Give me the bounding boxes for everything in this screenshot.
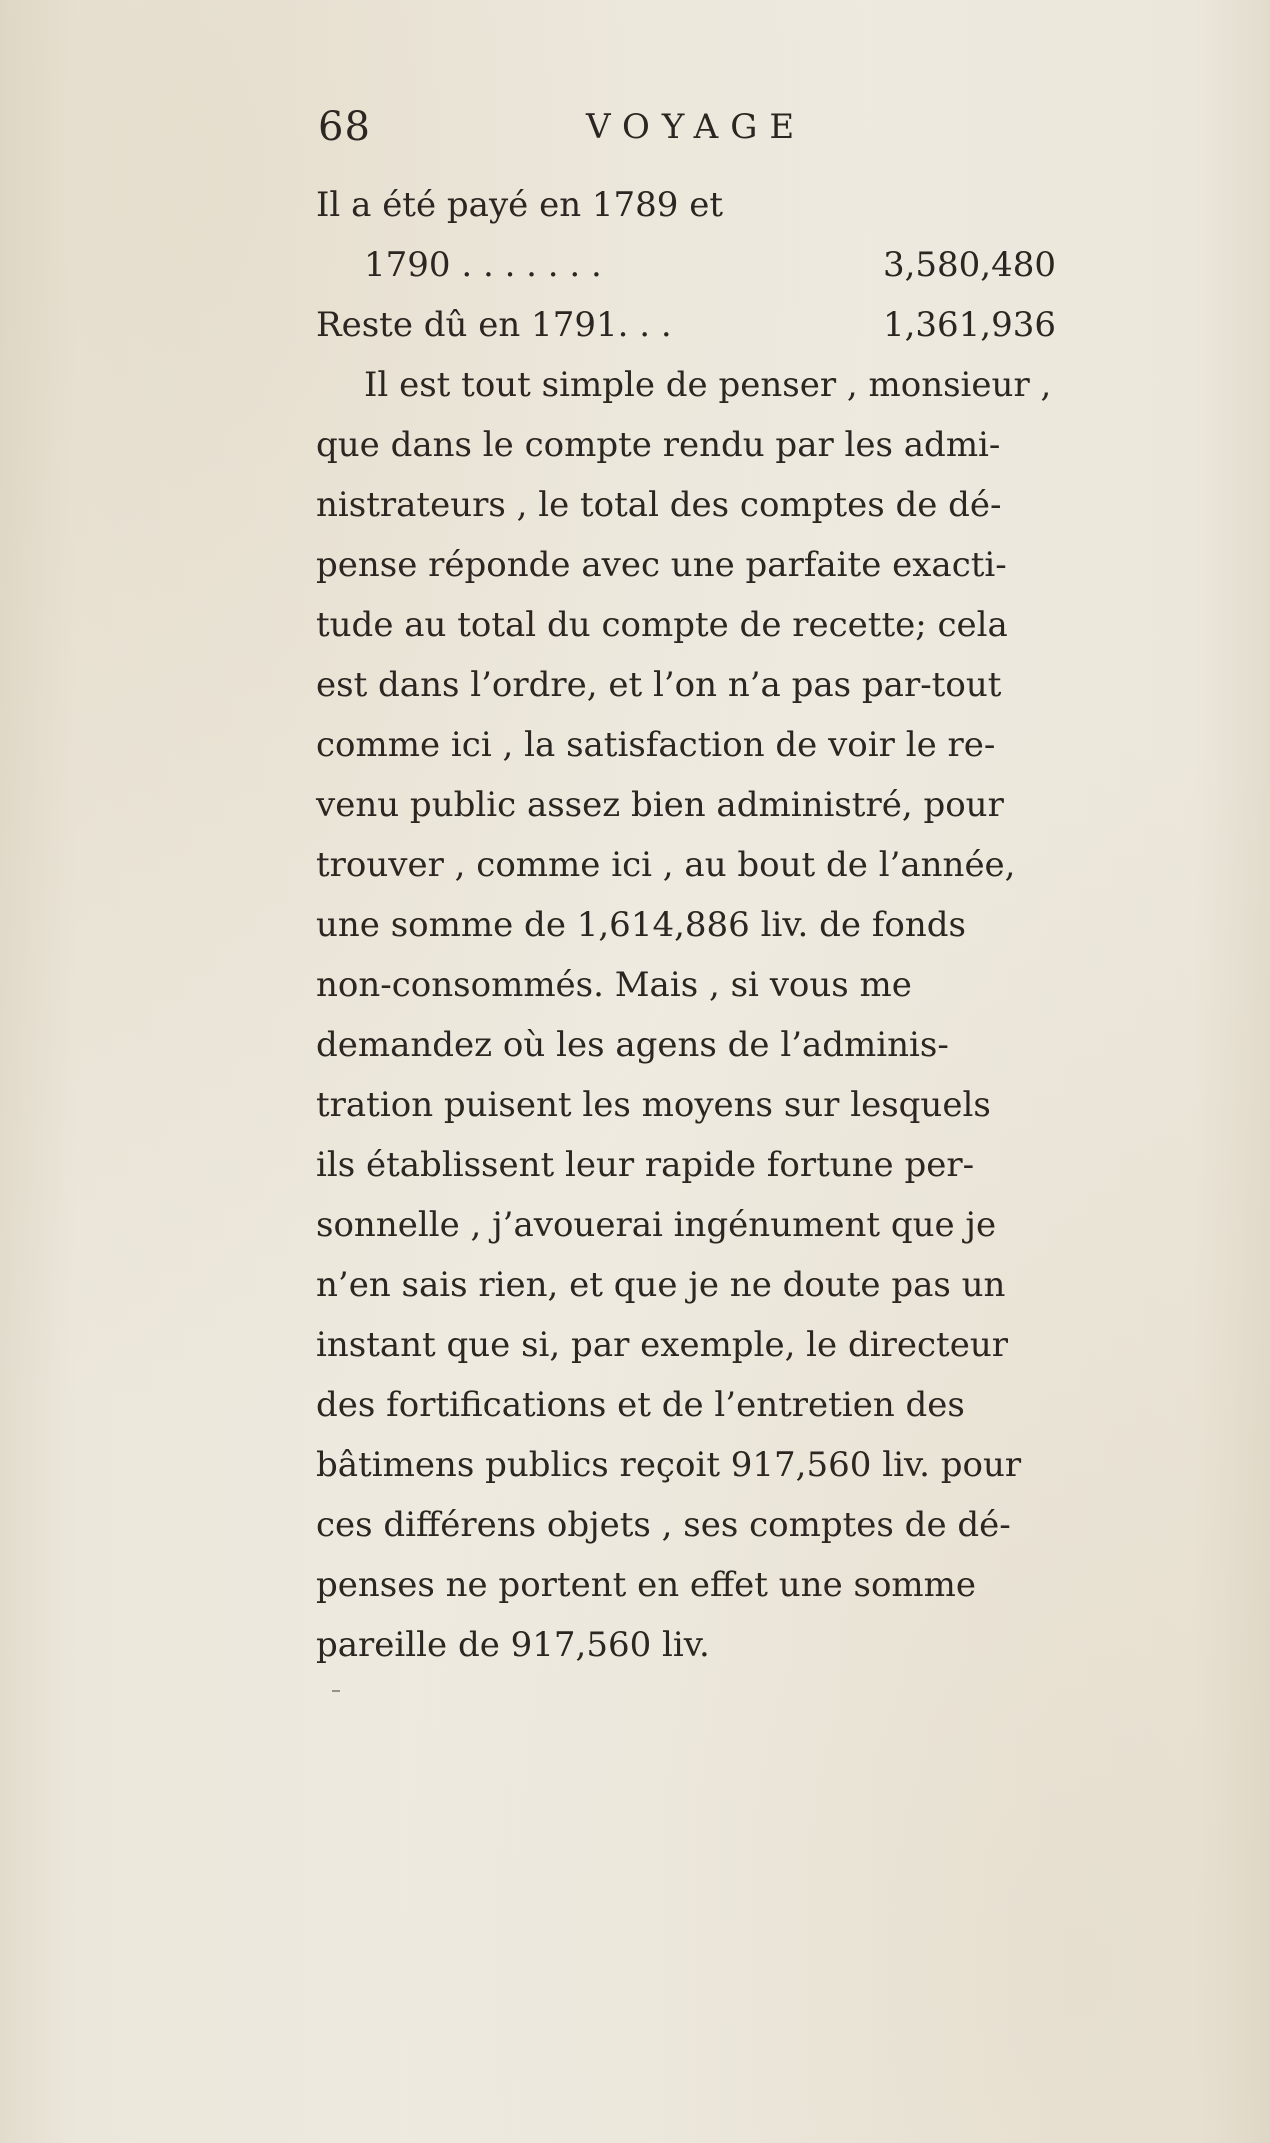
paragraph-line: ces différens objets , ses comptes de dé-: [316, 1505, 1011, 1545]
paragraph-line: instant que si, par exemple, le directeur: [316, 1325, 1008, 1365]
paragraph-line: tration puisent les moyens sur lesquels: [316, 1085, 991, 1125]
table-row-1-label: Il a été payé en 1789 et: [316, 185, 724, 225]
paragraph-line: demandez où les agens de l’adminis-: [316, 1025, 949, 1065]
table-row-3-value: 1,361,936: [882, 305, 1056, 345]
paragraph-line: tude au total du compte de recette; cela: [316, 605, 1008, 645]
table-row-2: [316, 235, 1144, 295]
paragraph-line: Il est tout simple de penser , monsieur ,: [364, 365, 1052, 405]
paragraph-line: une somme de 1,614,886 liv. de fonds: [316, 905, 966, 945]
paragraph-line: non-consommés. Mais , si vous me: [316, 965, 912, 1005]
paragraph-line: est dans l’ordre, et l’on n’a pas par-tout: [316, 665, 1002, 705]
table-row-3: [316, 295, 1144, 355]
paragraph-line: pense réponde avec une parfaite exacti-: [316, 545, 1007, 585]
table-row-3-label: Reste dû en 1791. . .: [316, 305, 672, 345]
text-column: [316, 175, 1144, 1675]
page-speck: [332, 1690, 340, 1692]
paragraph-line: pareille de 917,560 liv.: [316, 1625, 710, 1665]
table-row-2-value: 3,580,480: [882, 245, 1056, 285]
paragraph: [316, 355, 1144, 1675]
table-row-2-label: 1790 . . . . . . .: [364, 245, 602, 285]
paragraph-line: ils établissent leur rapide fortune per-: [316, 1145, 975, 1185]
paragraph-line: venu public assez bien administré, pour: [316, 785, 1004, 825]
table-row-1: [316, 175, 1144, 235]
page-header: [318, 102, 878, 152]
paragraph-line: penses ne portent en effet une somme: [316, 1565, 977, 1605]
paragraph-line: bâtimens publics reçoit 917,560 liv. pour: [316, 1445, 1022, 1485]
paragraph-line: nistrateurs , le total des comptes de dé-: [316, 485, 1002, 525]
paragraph-line: sonnelle , j’avouerai ingénument que je: [316, 1205, 997, 1245]
paragraph-line: trouver , comme ici , au bout de l’année,: [316, 845, 1016, 885]
paragraph-line: comme ici , la satisfaction de voir le re-: [316, 725, 996, 765]
paragraph-line: que dans le compte rendu par les admi-: [316, 425, 1001, 465]
paragraph-line: n’en sais rien, et que je ne doute pas un: [316, 1265, 1006, 1305]
running-head: VOYAGE: [586, 107, 807, 147]
paragraph-line: des fortifications et de l’entretien des: [316, 1385, 965, 1425]
page-number: 68: [318, 104, 371, 150]
